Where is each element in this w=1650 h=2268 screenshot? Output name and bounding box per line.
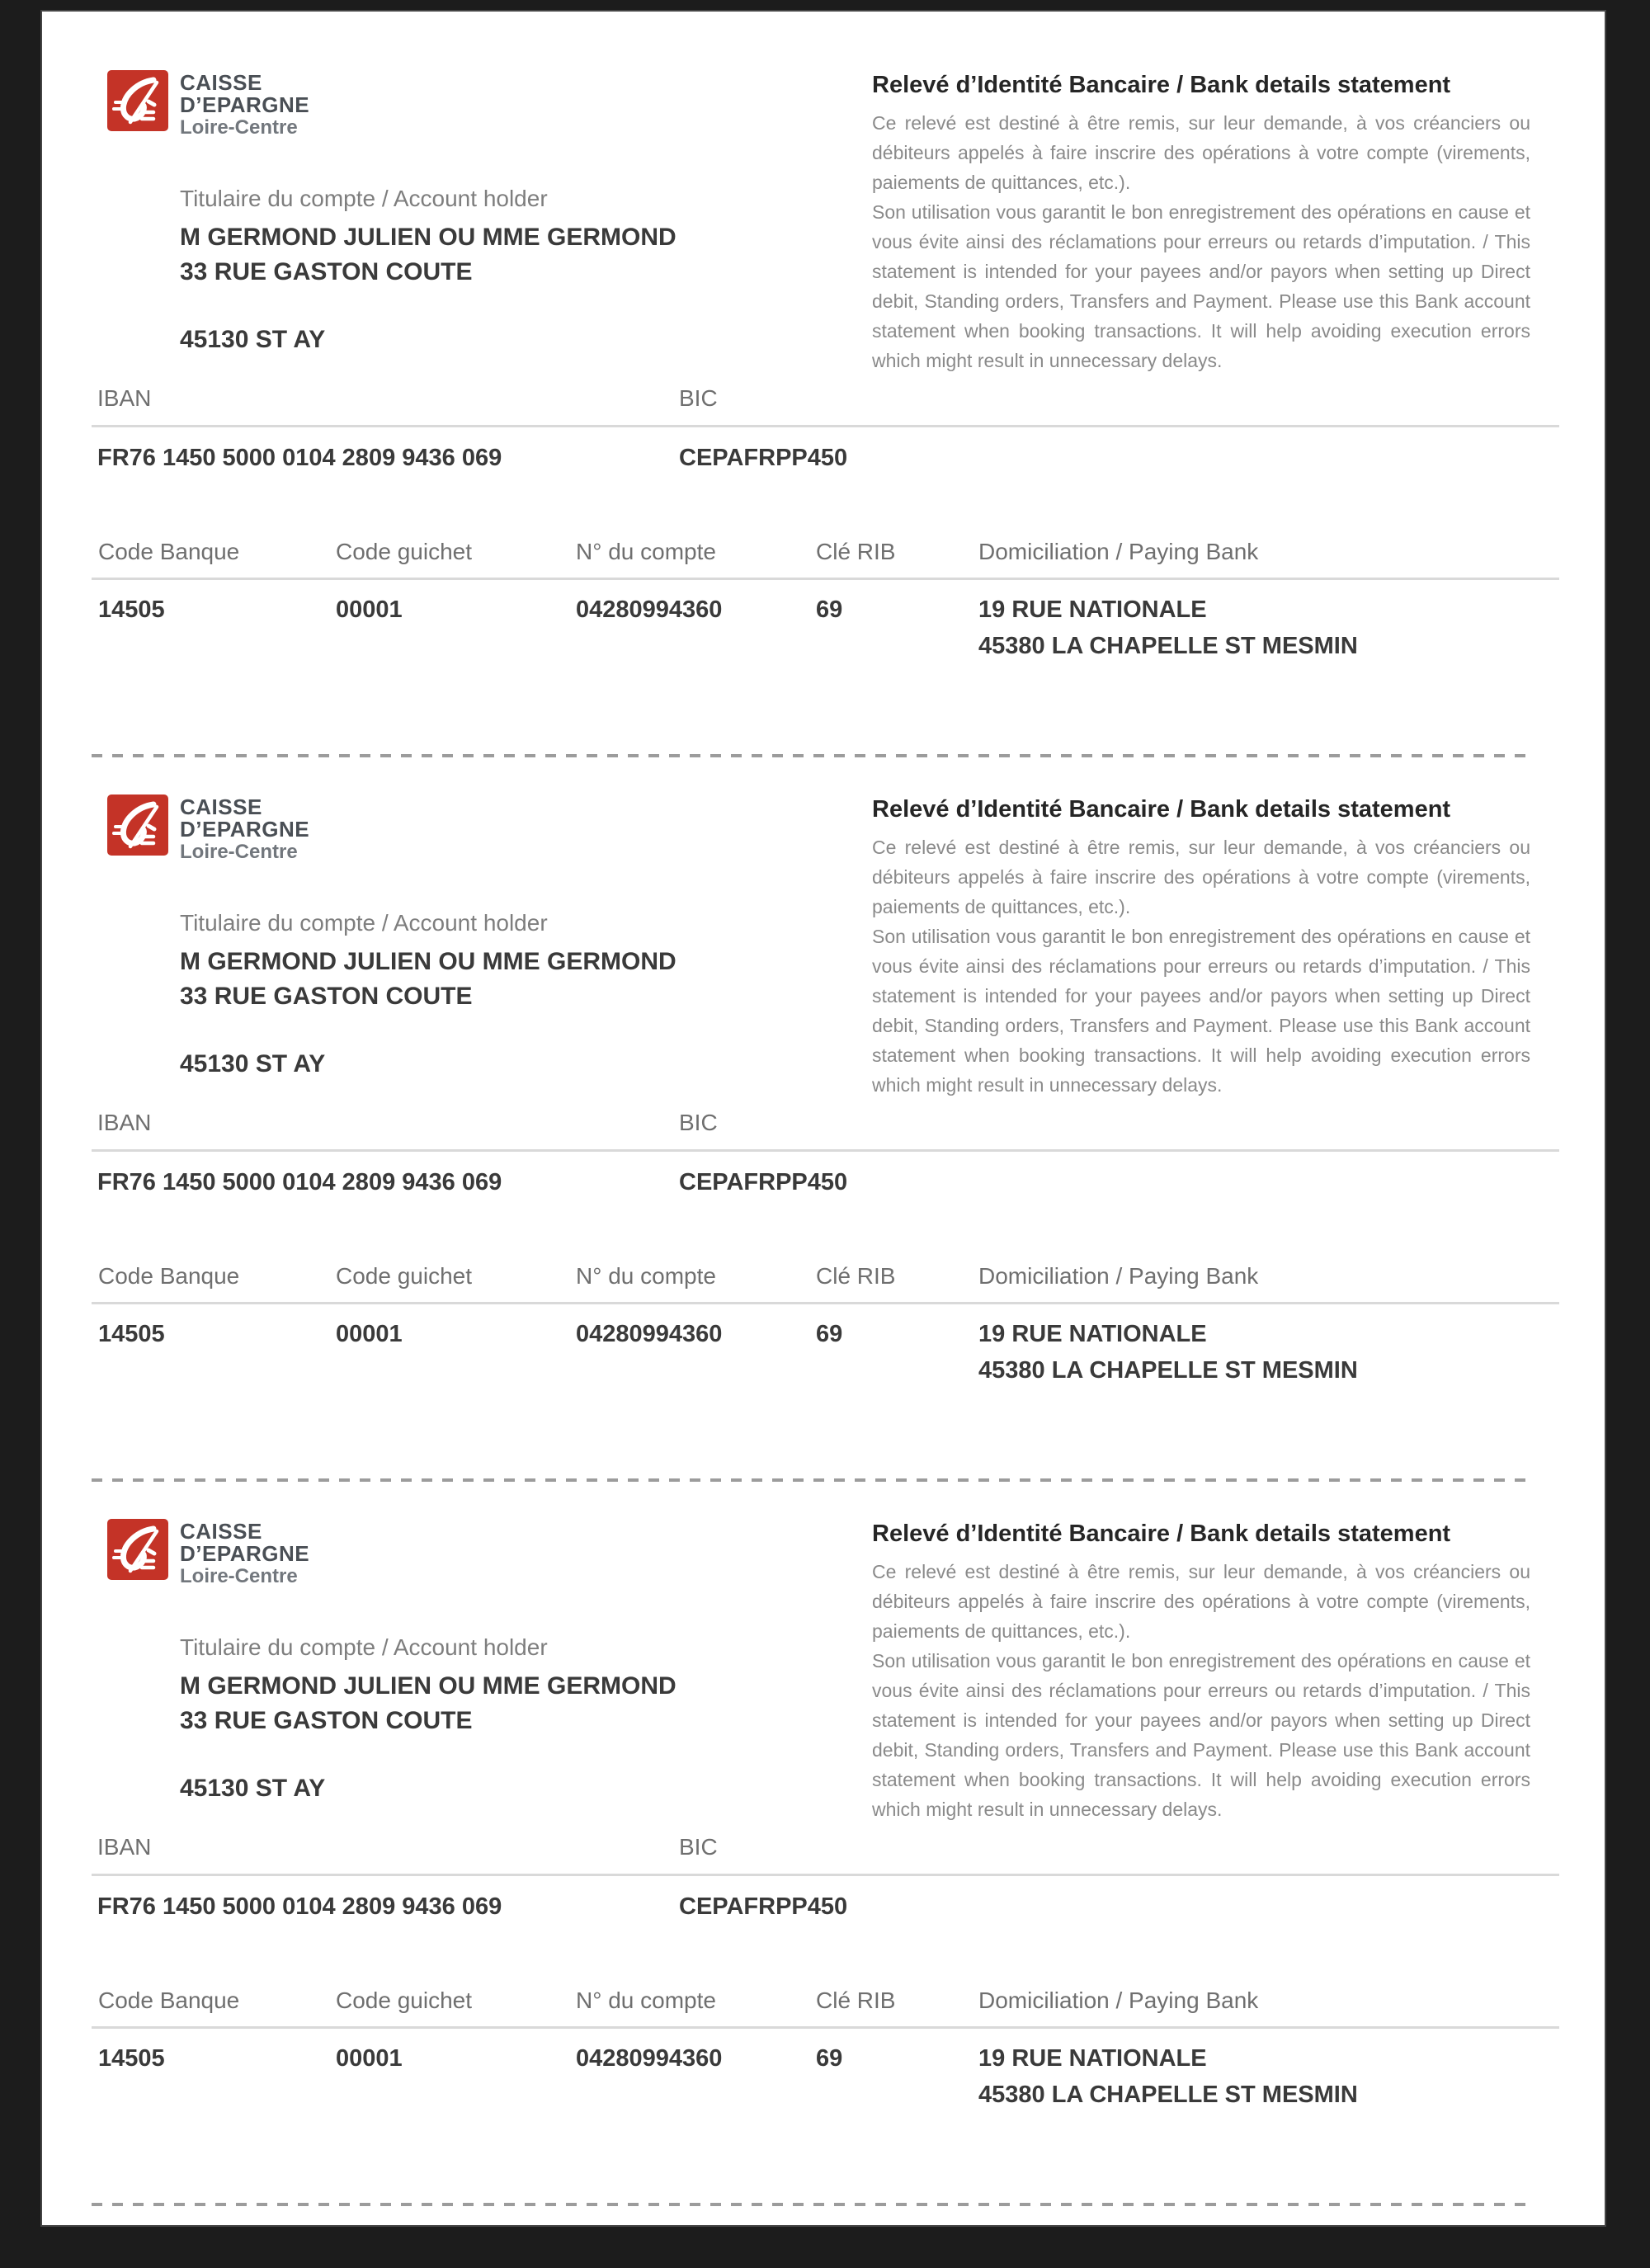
table-value-row: [92, 592, 1559, 664]
bank-logo-block: [107, 70, 872, 139]
account-holder-block: [180, 185, 872, 357]
header-domiciliation: Domiciliation / Paying Bank: [978, 1987, 1259, 2013]
value-numero-compte: 04280994360: [576, 596, 723, 623]
header-domiciliation: Domiciliation / Paying Bank: [978, 1263, 1259, 1289]
rib-statement: [42, 1482, 1605, 2206]
bank-region: Loire-Centre: [180, 116, 298, 139]
bank-details-table: [92, 1983, 1559, 2113]
iban-bic-block: [92, 384, 1559, 475]
account-holder-name: M GERMOND JULIEN OU MME GERMOND: [180, 1672, 676, 1700]
domiciliation-line1: 19 RUE NATIONALE: [978, 596, 1207, 623]
account-holder-address: 33 RUE GASTON COUTE: [180, 258, 473, 285]
rib-statement: [42, 33, 1605, 757]
bank-and-holder-block: [92, 1519, 872, 1806]
account-holder-label: Titulaire du compte / Account holder: [180, 186, 548, 211]
header-code-guichet: Code guichet: [336, 539, 473, 564]
bic-value: CEPAFRPP450: [679, 445, 848, 471]
header-cle-rib: Clé RIB: [816, 539, 896, 564]
bic-value: CEPAFRPP450: [679, 1169, 848, 1195]
iban-value: FR76 1450 5000 0104 2809 9436 069: [97, 1893, 502, 1920]
iban-bic-labels: [92, 1832, 1559, 1862]
account-holder-city: 45130 ST AY: [180, 326, 326, 353]
squirrel-icon: [107, 70, 168, 131]
iban-bic-labels: [92, 1108, 1559, 1138]
account-holder-city: 45130 ST AY: [180, 1775, 326, 1802]
header-cle-rib: Clé RIB: [816, 1987, 896, 2013]
iban-bic-values: [92, 1889, 1559, 1924]
value-code-banque: 14505: [98, 2045, 165, 2072]
rib-page: [42, 12, 1605, 2225]
iban-bic-values: [92, 441, 1559, 475]
account-holder-name: M GERMOND JULIEN OU MME GERMOND: [180, 224, 676, 251]
value-code-banque: 14505: [98, 596, 165, 623]
statement-description-en: Son utilisation vous garantit le bon enregistrement des opérations en cause et vous évite ainsi des réclamations pour erreurs ou retards d’imputation. / This statement is intended for your payees and/or payors when setting up Direct debit, Standing orders, Transfers and Payment. Please use this Bank account statement when booking transactions. It will help avoiding execution errors which might result in unnecessary delays.: [872, 201, 1530, 371]
value-code-guichet: 00001: [336, 596, 403, 623]
domiciliation-line2: 45380 LA CHAPELLE ST MESMIN: [978, 633, 1358, 659]
iban-value: FR76 1450 5000 0104 2809 9436 069: [97, 445, 502, 471]
domiciliation-line2: 45380 LA CHAPELLE ST MESMIN: [978, 2082, 1358, 2108]
account-holder-block: [180, 909, 872, 1082]
account-holder-block: [180, 1634, 872, 1806]
bank-name: [180, 70, 309, 139]
bank-name: [180, 1519, 309, 1587]
bic-value: CEPAFRPP450: [679, 1893, 848, 1920]
bank-region: Loire-Centre: [180, 841, 298, 863]
bank-name-line2: D’EPARGNE: [180, 1541, 310, 1566]
table-value-row: [92, 2040, 1559, 2113]
bank-details-table: [92, 535, 1559, 664]
table-header-row: [92, 1983, 1559, 2018]
bank-and-holder-block: [92, 70, 872, 357]
statement-header: [92, 1519, 1559, 1824]
header-numero-compte: N° du compte: [576, 1263, 716, 1289]
statement-description-en: Son utilisation vous garantit le bon enregistrement des opérations en cause et vous évite ainsi des réclamations pour erreurs ou retards d’imputation. / This statement is intended for your payees and/or payors when setting up Direct debit, Standing orders, Transfers and Payment. Please use this Bank account statement when booking transactions. It will help avoiding execution errors which might result in unnecessary delays.: [872, 926, 1530, 1096]
bank-name: [180, 795, 309, 863]
statement-info-block: [872, 1519, 1530, 1824]
value-cle-rib: 69: [816, 596, 843, 623]
value-code-guichet: 00001: [336, 1321, 403, 1347]
statement-description-fr: Ce relevé est destiné à être remis, sur leur demande, à vos créanciers ou débiteurs appelés à faire inscrire des opérations à votre compte (virements, paiements de quittances, etc.).: [872, 837, 1530, 917]
header-cle-rib: Clé RIB: [816, 1263, 896, 1289]
divider-line: [92, 2026, 1559, 2029]
value-cle-rib: 69: [816, 1321, 843, 1347]
divider-line: [92, 425, 1559, 427]
bank-name-line1: CAISSE: [180, 70, 262, 95]
iban-bic-labels: [92, 384, 1559, 413]
bank-and-holder-block: [92, 795, 872, 1082]
header-code-guichet: Code guichet: [336, 1263, 473, 1289]
header-domiciliation: Domiciliation / Paying Bank: [978, 539, 1259, 564]
bank-details-table: [92, 1259, 1559, 1389]
value-code-guichet: 00001: [336, 2045, 403, 2072]
value-domiciliation: [978, 2040, 1559, 2113]
bic-label: BIC: [679, 1834, 718, 1860]
bank-logo-block: [107, 795, 872, 863]
domiciliation-line1: 19 RUE NATIONALE: [978, 2045, 1207, 2072]
statement-header: [92, 70, 1559, 375]
header-code-banque: Code Banque: [98, 1987, 240, 2013]
statement-title: Relevé d’Identité Bancaire / Bank details statement: [872, 1521, 1451, 1547]
bic-label: BIC: [679, 385, 718, 411]
statement-title: Relevé d’Identité Bancaire / Bank details statement: [872, 796, 1451, 823]
header-numero-compte: N° du compte: [576, 539, 716, 564]
bank-name-line2: D’EPARGNE: [180, 92, 310, 117]
bank-name-line1: CAISSE: [180, 795, 262, 819]
statement-title: Relevé d’Identité Bancaire / Bank details statement: [872, 72, 1451, 98]
value-code-banque: 14505: [98, 1321, 165, 1347]
header-code-banque: Code Banque: [98, 539, 240, 564]
value-domiciliation: [978, 1316, 1559, 1389]
value-numero-compte: 04280994360: [576, 1321, 723, 1347]
iban-label: IBAN: [97, 385, 152, 411]
rib-statement: [42, 757, 1605, 1482]
header-code-banque: Code Banque: [98, 1263, 240, 1289]
divider-line: [92, 1874, 1559, 1876]
iban-value: FR76 1450 5000 0104 2809 9436 069: [97, 1169, 502, 1195]
table-header-row: [92, 535, 1559, 569]
statement-description-fr: Ce relevé est destiné à être remis, sur leur demande, à vos créanciers ou débiteurs appelés à faire inscrire des opérations à votre compte (virements, paiements de quittances, etc.).: [872, 1561, 1530, 1642]
value-numero-compte: 04280994360: [576, 2045, 723, 2072]
statement-description-fr: Ce relevé est destiné à être remis, sur leur demande, à vos créanciers ou débiteurs appelés à faire inscrire des opérations à votre compte (virements, paiements de quittances, etc.).: [872, 112, 1530, 193]
table-value-row: [92, 1316, 1559, 1389]
bic-label: BIC: [679, 1110, 718, 1135]
domiciliation-line2: 45380 LA CHAPELLE ST MESMIN: [978, 1357, 1358, 1384]
divider-line: [92, 578, 1559, 580]
account-holder-city: 45130 ST AY: [180, 1050, 326, 1077]
statement-info-block: [872, 70, 1530, 375]
account-holder-label: Titulaire du compte / Account holder: [180, 910, 548, 936]
header-code-guichet: Code guichet: [336, 1987, 473, 2013]
value-domiciliation: [978, 592, 1559, 664]
statement-info-block: [872, 795, 1530, 1100]
domiciliation-line1: 19 RUE NATIONALE: [978, 1321, 1207, 1347]
iban-label: IBAN: [97, 1110, 152, 1135]
iban-bic-values: [92, 1165, 1559, 1200]
bank-region: Loire-Centre: [180, 1565, 298, 1587]
iban-bic-block: [92, 1832, 1559, 1924]
value-cle-rib: 69: [816, 2045, 843, 2072]
iban-bic-block: [92, 1108, 1559, 1200]
divider-line: [92, 1302, 1559, 1304]
iban-label: IBAN: [97, 1834, 152, 1860]
account-holder-name: M GERMOND JULIEN OU MME GERMOND: [180, 948, 676, 975]
divider-line: [92, 1149, 1559, 1152]
bank-name-line1: CAISSE: [180, 1519, 262, 1544]
bank-name-line2: D’EPARGNE: [180, 817, 310, 842]
squirrel-icon: [107, 795, 168, 856]
statement-header: [92, 795, 1559, 1100]
table-header-row: [92, 1259, 1559, 1294]
header-numero-compte: N° du compte: [576, 1987, 716, 2013]
bank-logo-block: [107, 1519, 872, 1587]
statement-description-en: Son utilisation vous garantit le bon enregistrement des opérations en cause et vous évite ainsi des réclamations pour erreurs ou retards d’imputation. / This statement is intended for your payees and/or payors when setting up Direct debit, Standing orders, Transfers and Payment. Please use this Bank account statement when booking transactions. It will help avoiding execution errors which might result in unnecessary delays.: [872, 1650, 1530, 1820]
squirrel-icon: [107, 1519, 168, 1580]
account-holder-address: 33 RUE GASTON COUTE: [180, 983, 473, 1010]
account-holder-address: 33 RUE GASTON COUTE: [180, 1707, 473, 1734]
account-holder-label: Titulaire du compte / Account holder: [180, 1634, 548, 1660]
